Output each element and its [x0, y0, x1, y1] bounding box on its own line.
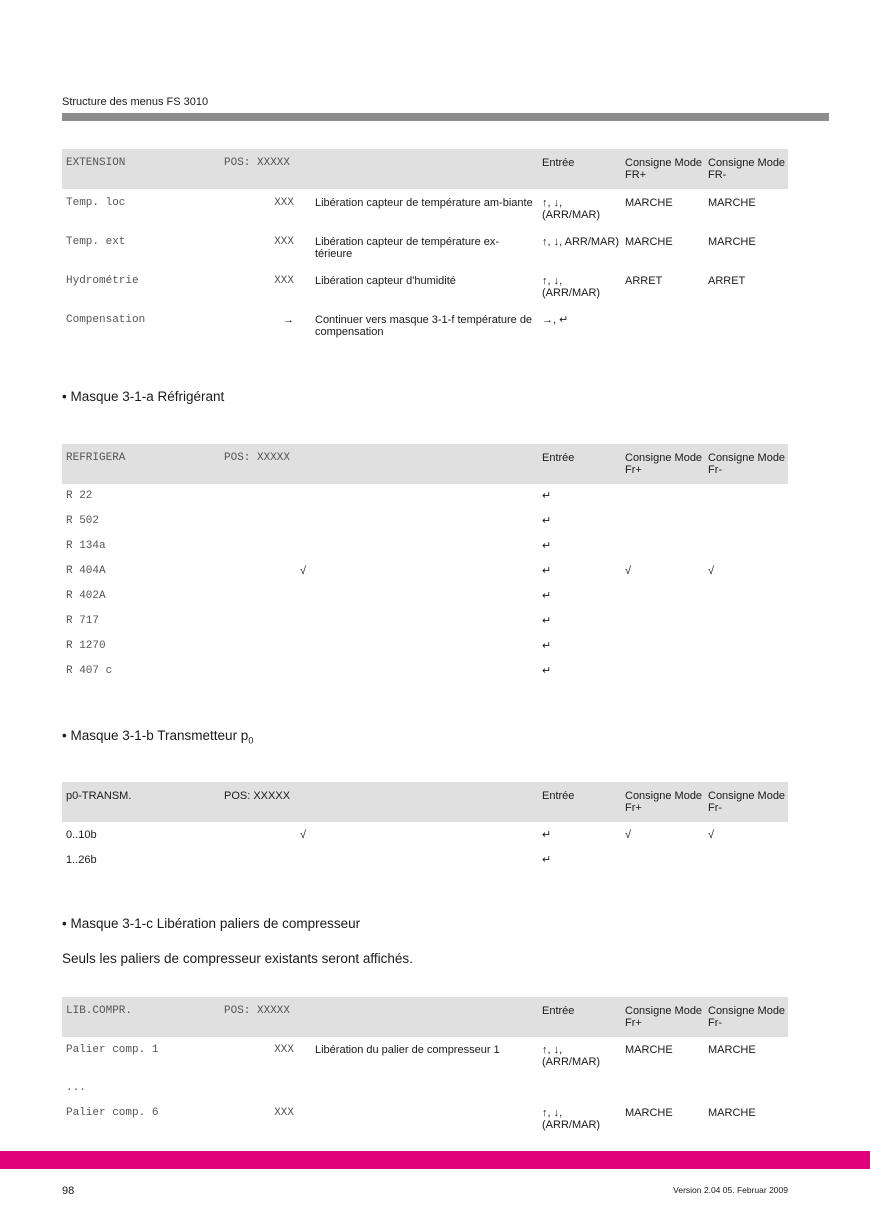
- param-description: Continuer vers masque 3-1-f température de compensation: [315, 314, 533, 338]
- table-row: [62, 515, 788, 540]
- table-row: [62, 236, 788, 275]
- param-fr-plus: MARCHE: [625, 1107, 673, 1119]
- param-fr-minus: MARCHE: [708, 236, 756, 248]
- table-row: [62, 1044, 788, 1082]
- param-name: R 134a: [66, 540, 106, 552]
- param-entry: ↑, ↓, (ARR/MAR): [542, 1107, 601, 1131]
- param-fr-plus: MARCHE: [625, 1044, 673, 1056]
- transmitter-table: [62, 782, 788, 879]
- table-row: [62, 1107, 788, 1141]
- section-note: Seuls les paliers de compresseur existants seront affichés.: [62, 951, 413, 966]
- header-rule: [62, 113, 829, 121]
- enter-icon: ↵: [542, 540, 552, 552]
- param-name: Hydrométrie: [66, 275, 139, 287]
- param-fr-minus: MARCHE: [708, 1107, 756, 1119]
- setpoint-fr-minus-header: Consigne Mode Fr-: [708, 1005, 786, 1029]
- table-row: [62, 197, 788, 236]
- menu-name: LIB.COMPR.: [66, 1005, 133, 1017]
- table-row: [62, 314, 788, 346]
- param-name: R 402A: [66, 590, 106, 602]
- param-value: XXX: [274, 236, 294, 248]
- table-row: [62, 854, 788, 879]
- setpoint-fr-minus-header: Consigne Mode Fr-: [708, 790, 786, 814]
- param-name: R 717: [66, 615, 100, 627]
- param-entry: ↑, ↓, (ARR/MAR): [542, 1044, 601, 1068]
- table-header: [62, 444, 788, 484]
- param-entry: →, ↵: [542, 314, 569, 326]
- menu-pos: POS: XXXXX: [224, 452, 291, 464]
- enter-icon: ↵: [542, 590, 552, 602]
- section-heading-a: • Masque 3-1-a Réfrigérant: [62, 389, 225, 404]
- version-info: Version 2.04 05. Februar 2009: [673, 1185, 788, 1195]
- table-row: [62, 615, 788, 640]
- entry-header: Entrée: [542, 452, 575, 464]
- entry-header: Entrée: [542, 157, 575, 169]
- param-value: XXX: [274, 1044, 294, 1056]
- param-name: Palier comp. 1: [66, 1044, 159, 1056]
- table-row: [62, 590, 788, 615]
- param-value: XXX: [274, 197, 294, 209]
- refrigerant-table: [62, 444, 788, 690]
- table-row: [62, 540, 788, 565]
- enter-icon: ↵: [542, 515, 552, 527]
- param-fr-plus: ARRET: [625, 275, 663, 287]
- param-name: R 22: [66, 490, 93, 502]
- param-name: Palier comp. 6: [66, 1107, 159, 1119]
- menu-pos: POS: XXXXX: [224, 1005, 291, 1017]
- menu-name: p0-TRANSM.: [66, 790, 132, 802]
- table-row: [62, 275, 788, 314]
- entry-header: Entrée: [542, 790, 575, 802]
- enter-icon: ↵: [542, 615, 552, 627]
- param-name: R 502: [66, 515, 100, 527]
- setpoint-fr-minus-header: Consigne Mode Fr-: [708, 452, 786, 476]
- param-name: 1..26b: [66, 854, 97, 866]
- setpoint-fr-plus-header: Consigne Mode FR+: [625, 157, 703, 181]
- param-entry: ↑, ↓, (ARR/MAR): [542, 197, 601, 221]
- param-description: Libération capteur d'humidité: [315, 275, 456, 287]
- table-row: [62, 490, 788, 515]
- arrow-right-icon: →: [283, 314, 294, 326]
- setpoint-fr-plus-header: Consigne Mode Fr+: [625, 1005, 703, 1029]
- section-heading-c: • Masque 3-1-c Libération paliers de compresseur: [62, 916, 361, 931]
- check-icon: √: [625, 829, 632, 841]
- param-name: Temp. ext: [66, 236, 126, 248]
- menu-name: REFRIGERA: [66, 452, 126, 464]
- enter-icon: ↵: [542, 829, 552, 841]
- check-icon: √: [625, 565, 632, 577]
- check-icon: √: [299, 565, 306, 577]
- section-heading-b: • Masque 3-1-b Transmetteur $p_0$: [62, 728, 254, 746]
- check-icon: √: [708, 565, 715, 577]
- param-name: R 404A: [66, 565, 106, 577]
- check-icon: √: [708, 829, 715, 841]
- enter-icon: ↵: [542, 854, 552, 866]
- setpoint-fr-plus-header: Consigne Mode Fr+: [625, 452, 703, 476]
- enter-icon: ↵: [542, 565, 552, 577]
- compressor-table: [62, 997, 788, 1141]
- param-value: XXX: [274, 275, 294, 287]
- param-description: Libération capteur de température am-biante: [315, 197, 533, 209]
- param-fr-minus: MARCHE: [708, 197, 756, 209]
- param-fr-plus: MARCHE: [625, 236, 673, 248]
- enter-icon: ↵: [542, 640, 552, 652]
- enter-icon: ↵: [542, 665, 552, 677]
- param-fr-minus: MARCHE: [708, 1044, 756, 1056]
- table-row: [62, 665, 788, 690]
- enter-icon: ↵: [542, 490, 552, 502]
- footer-bar: [0, 1151, 870, 1169]
- menu-pos: POS: XXXXX: [224, 790, 291, 802]
- param-entry: ↑, ↓, (ARR/MAR): [542, 275, 601, 299]
- check-icon: √: [299, 829, 306, 841]
- param-name: Compensation: [66, 314, 146, 326]
- table-header: [62, 997, 788, 1037]
- table-row: [62, 1082, 788, 1107]
- page-number: 98: [62, 1185, 75, 1197]
- param-fr-minus: ARRET: [708, 275, 746, 287]
- menu-pos: POS: XXXXX: [224, 157, 291, 169]
- table-row: [62, 829, 788, 854]
- page-header-title: Structure des menus FS 3010: [62, 96, 209, 108]
- table-header: [62, 782, 788, 822]
- param-description: Libération du palier de compresseur 1: [315, 1044, 500, 1056]
- table-row: [62, 565, 788, 590]
- ellipsis: ...: [66, 1082, 86, 1094]
- param-name: Temp. loc: [66, 197, 126, 209]
- param-fr-plus: MARCHE: [625, 197, 673, 209]
- setpoint-fr-minus-header: Consigne Mode FR-: [708, 157, 786, 181]
- param-name: R 1270: [66, 640, 106, 652]
- menu-name: EXTENSION: [66, 157, 126, 169]
- table-header: [62, 149, 788, 189]
- param-name: 0..10b: [66, 829, 97, 841]
- param-name: R 407 c: [66, 665, 113, 677]
- extension-table: [62, 149, 788, 346]
- entry-header: Entrée: [542, 1005, 575, 1017]
- table-row: [62, 640, 788, 665]
- param-description: Libération capteur de température ex-térieure: [315, 236, 500, 260]
- param-entry: ↑, ↓, ARR/MAR): [542, 236, 620, 248]
- param-value: XXX: [274, 1107, 294, 1119]
- setpoint-fr-plus-header: Consigne Mode Fr+: [625, 790, 703, 814]
